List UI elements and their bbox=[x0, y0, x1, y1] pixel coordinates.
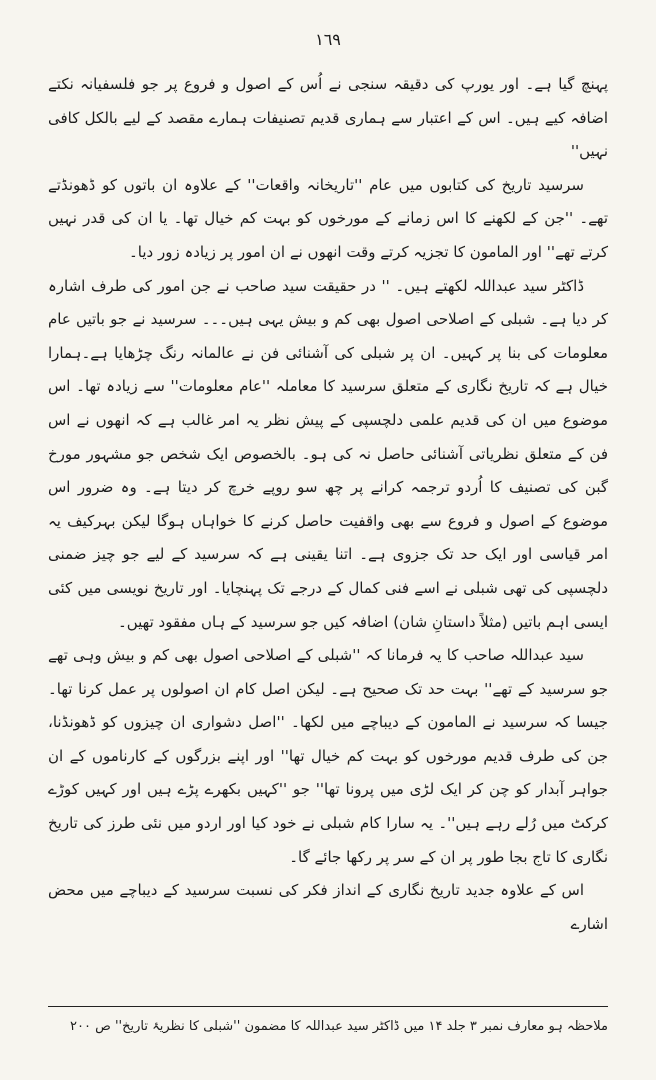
footnote bbox=[48, 1016, 608, 1038]
paragraph: پہنچ گیا ہے۔ اور یورپ کی دقیقہ سنجی نے اُس کے اصول و فروع پر جو فلسفیانہ نکتے اضافہ کیے ہیں۔ اس کے اعتبار سے ہماری قدیم تصنیفات ہمارے مقصد کے لیے بالکل کافی نہیں'' bbox=[48, 75, 608, 161]
paragraph: اس کے علاوہ جدید تاریخ نگاری کے انداز فکر کی نسبت سرسید کے دیباچے میں محض اشارے bbox=[48, 881, 608, 933]
paragraph: سرسید تاریخ کی کتابوں میں عام ''تاریخانہ واقعات'' کے علاوہ ان باتوں کو ڈھونڈتے تھے۔ ''جن کے لکھنے کا اس زمانے کے مورخوں کو بہت کم خیال تھا۔ یا ان کی قدر نہیں کرتے تھے'' اور المامون کا تجزیہ کرتے وقت انھوں نے ان امور پر زیادہ زور دیا۔ bbox=[48, 175, 608, 261]
paragraph: ڈاکٹر سید عبداللہ لکھتے ہیں۔ '' در حقیقت سید صاحب نے جن امور کی طرف اشارہ کر دیا ہے۔ شبلی کے اصلاحی اصول بھی کم و بیش یہی ہیں۔۔۔ سرسید نے جو باتیں عام معلومات کی بنا پر کہیں۔ ان پر شبلی کی آشنائی فن نے عالمانہ رنگ چڑھایا ہے۔ہمارا خیال ہے کہ تاریخ نگاری کے متعلق سرسید کا معاملہ ''عام معلومات'' سے زیادہ تھا۔ اس موضوع میں ان کی قدیم علمی دلچسپی کے پیش نظر یہ امر غالب ہے کہ انھوں نے اس فن کے متعلق نظریاتی آشنائی حاصل نہ کی ہو۔ بالخصوص ایک شخص جو مشہور مورخ گبن کی تصنیف کا اُردو ترجمہ کرانے پر چھ سو روپے خرچ کر دیتا ہے۔ وہ ضرور اس موضوع کے اصول و فروع سے بھی واقفیت حاصل کرنے کا خواہاں ہوگا لیکن بہرکیف یہ امر قیاسی اور ایک حد تک جزوی ہے۔ اتنا یقینی ہے کہ سرسید کے لیے جو چیز ضمنی دلچسپی کی تھی شبلی نے اسے فنی کمال کے درجے تک پہنچایا۔ اور تاریخ نویسی میں کئی ایسی اہم باتیں (مثلاً داستانِ شان) اضافہ کیں جو سرسید کے ہاں مفقود تھیں۔ bbox=[48, 276, 608, 631]
footnote-text: ملاحظہ ہو معارف نمبر ۳ جلد ۱۴ میں ڈاکٹر سید عبداللہ کا مضمون ''شبلی کا نظریۂ تاریخ'' ص ۲۰۰ bbox=[70, 1019, 608, 1034]
footnote-divider bbox=[48, 1006, 608, 1007]
body-text bbox=[48, 68, 608, 941]
page-number: ١٦٩ bbox=[315, 30, 341, 49]
paragraph: سید عبداللہ صاحب کا یہ فرمانا کہ ''شبلی کے اصلاحی اصول بھی کم و بیش وہی تھے جو سرسید کے تھے'' بہت حد تک صحیح ہے۔ لیکن اصل کام ان اصولوں پر عمل کرنا تھا۔ جیسا کہ سرسید نے المامون کے دیباچے میں لکھا۔ ''اصل دشواری ان چیزوں کو ڈھونڈنا، جن کی طرف قدیم مورخوں کو بہت کم خیال تھا'' اور اپنے بزرگوں کے کارناموں کے ان جواہر آبدار کو چن کر ایک لڑی میں پرونا تھا'' جو ''کہیں بکھرے پڑے ہیں اور کہیں کوڑے کرکٹ میں رُلے رہے ہیں''۔ یہ سارا کام شبلی نے خود کیا اور اردو میں نئی طرز کی تاریخ نگاری کا تاج بجا طور پر ان کے سر پر رکھا جائے گا۔ bbox=[48, 646, 608, 866]
